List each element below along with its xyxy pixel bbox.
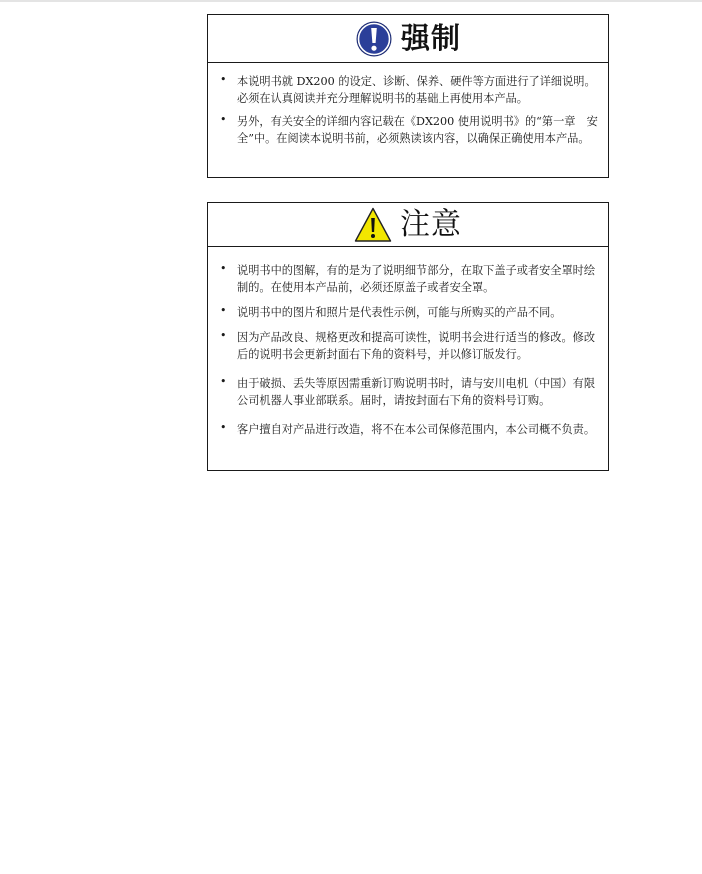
exclamation-circle-icon bbox=[355, 20, 393, 58]
mandatory-notice-box bbox=[207, 14, 609, 178]
caution-header bbox=[208, 203, 608, 247]
mandatory-title: 强制 bbox=[400, 21, 461, 55]
mandatory-header bbox=[208, 15, 608, 63]
list-item: • 说明书中的图片和照片是代表性示例，可能与所购买的产品不同。 bbox=[218, 304, 598, 321]
list-item: • 另外，有关安全的详细内容记载在《DX200 使用说明书》的“第一章 安全”中。在阅读本说明书前，必须熟读该内容，以确保正确使用本产品。 bbox=[218, 113, 598, 147]
list-item: • 因为产品改良、规格更改和提高可读性，说明书会进行适当的修改。修改后的说明书会更新封面右下角的资料号，并以修订版发行。 bbox=[218, 329, 598, 363]
list-item: • 客户擅自对产品进行改造，将不在本公司保修范围内，本公司概不负责。 bbox=[218, 421, 598, 438]
list-item: • 由于破损、丢失等原因需重新订购说明书时，请与安川电机（中国）有限公司机器人事业部联系。届时，请按封面右下角的资料号订购。 bbox=[218, 375, 598, 409]
caution-title: 注意 bbox=[400, 206, 462, 242]
page-top-rule bbox=[0, 0, 702, 2]
warning-triangle-icon bbox=[354, 206, 392, 244]
mandatory-list bbox=[208, 63, 608, 147]
caution-notice-box bbox=[207, 202, 609, 471]
list-item: • 本说明书就 DX200 的设定、诊断、保养、硬件等方面进行了详细说明。必须在认真阅读并充分理解说明书的基础上再使用本产品。 bbox=[218, 73, 598, 107]
caution-list bbox=[208, 247, 608, 438]
list-item: • 说明书中的图解，有的是为了说明细节部分，在取下盖子或者安全罩时绘制的。在使用本产品前，必须还原盖子或者安全罩。 bbox=[218, 262, 598, 296]
